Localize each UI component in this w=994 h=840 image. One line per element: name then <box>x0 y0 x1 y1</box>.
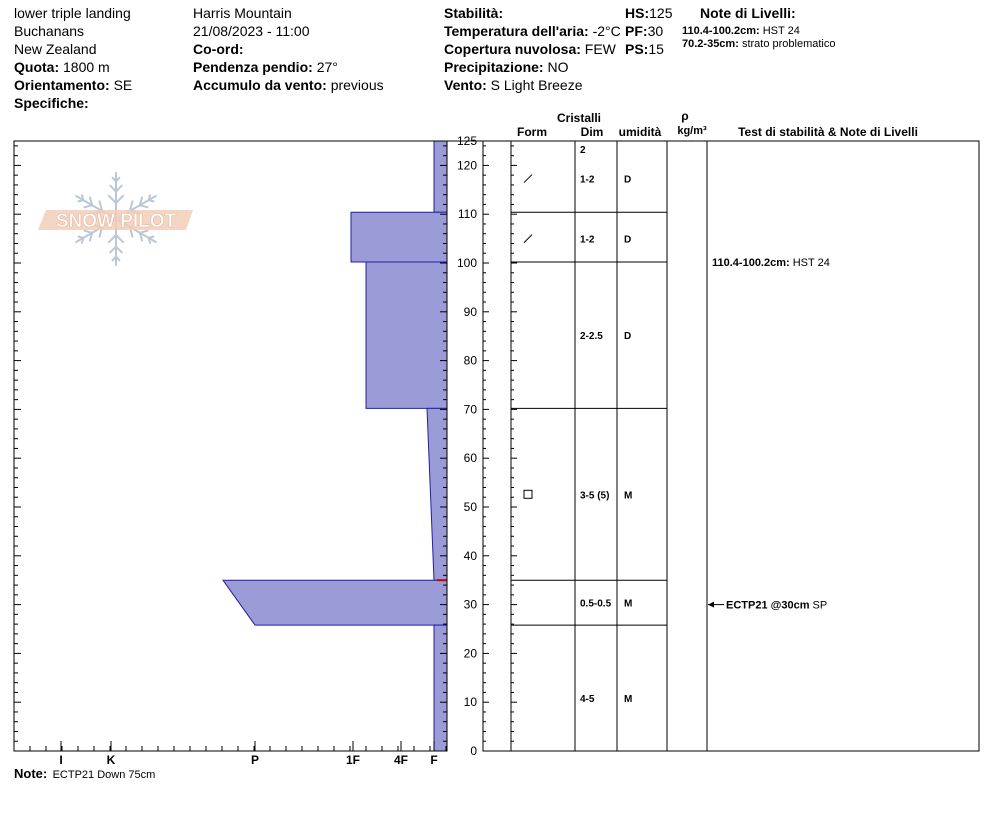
depth-tick-label: 60 <box>463 451 477 466</box>
slope-label: Pendenza pendio: <box>193 59 313 75</box>
note-arrow-head <box>708 602 714 608</box>
layer-table-frame <box>483 141 979 751</box>
layer-dim: 2 <box>580 145 586 156</box>
stability-note-label: 110.4-100.2cm: <box>712 257 793 269</box>
depth-tick-label: 50 <box>463 500 477 514</box>
depth-tick-label: 110 <box>457 207 477 222</box>
precip-label: Precipitazione: <box>444 59 544 75</box>
stability-note-text: HST 24 <box>792 257 830 269</box>
snowflake-branch <box>84 205 92 207</box>
pf-value: 30 <box>647 23 664 39</box>
layer-moisture: D <box>624 234 632 246</box>
stability-label: Stabilità: <box>444 5 504 21</box>
hardness-layer <box>434 141 447 212</box>
form-header: Form <box>517 125 547 139</box>
ps-label: PS: <box>625 41 649 57</box>
density-unit-header: kg/m³ <box>677 125 707 137</box>
snowpilot-logo <box>38 173 193 265</box>
snowflake-branch <box>149 195 150 200</box>
decomposing-grain-icon <box>524 175 532 183</box>
layer-dim: 3-5 (5) <box>580 490 610 502</box>
snowflake-branch <box>79 200 84 201</box>
snowflake-branch <box>109 235 116 242</box>
slope-value: 27° <box>316 59 338 75</box>
area: Buchanans <box>14 23 85 39</box>
country: New Zealand <box>14 41 97 57</box>
depth-tick-label: 120 <box>456 158 477 173</box>
hardness-profile <box>223 141 447 751</box>
location: lower triple landing <box>14 5 131 21</box>
pf-label: PF: <box>625 23 648 39</box>
datetime: 21/08/2023 - 11:00 <box>193 23 310 39</box>
hs-value: 125 <box>649 5 673 21</box>
layer-note-1-text: HST 24 <box>762 25 800 37</box>
hardness-tick-label: 1F <box>345 753 361 767</box>
hardness-tick-label: K <box>106 753 116 767</box>
logo-text: SNOW PILOT <box>55 211 177 232</box>
layer-note-2-text: strato problematico <box>741 38 836 50</box>
layer-moisture: M <box>624 693 633 705</box>
stability-note-text: SP <box>812 599 828 612</box>
layer-notes-title: Note di Livelli: <box>700 5 796 21</box>
wind-value: S Light Breeze <box>490 77 583 93</box>
wind-load-value: previous <box>330 77 384 93</box>
air-temp-label: Temperatura dell'aria: <box>444 23 589 39</box>
hardness-layer <box>366 262 447 408</box>
elevation-label: Quota: <box>14 59 60 75</box>
aspect-value: SE <box>113 77 133 93</box>
layer-moisture: M <box>624 490 633 502</box>
note-text: ECTP21 Down 75cm <box>52 769 156 781</box>
depth-tick-label: 70 <box>463 402 477 417</box>
cloud-value: FEW <box>584 41 616 57</box>
hardness-layer <box>223 580 447 625</box>
layer-dim: 4-5 <box>580 693 595 705</box>
depth-tick-label: 0 <box>470 744 477 758</box>
hardness-layer <box>427 408 447 580</box>
coord-label: Co-ord: <box>193 41 244 57</box>
stability-note <box>712 257 830 269</box>
hardness-tick-label: 4F <box>393 753 409 767</box>
stability-header: Test di stabilità & Note di Livelli <box>738 125 918 139</box>
hardness-tick-label: I <box>59 753 63 767</box>
rho-header: ρ <box>681 109 689 123</box>
layer-dim: 2-2.5 <box>580 331 603 343</box>
depth-tick-label: 100 <box>456 256 477 270</box>
snowflake-branch <box>116 235 123 242</box>
layer-moisture: M <box>624 598 633 610</box>
precip-value: NO <box>547 59 569 75</box>
depth-tick-label: 90 <box>463 304 477 319</box>
faceted-grain-icon <box>524 490 532 498</box>
snowflake-branch <box>82 238 83 243</box>
layer-dim: 1-2 <box>580 234 595 246</box>
dim-header: Dim <box>580 125 604 139</box>
stability-note-label: ECTP21 @30cm <box>726 599 813 612</box>
depth-tick-label: 10 <box>463 695 477 710</box>
moisture-header: umidità <box>618 125 662 139</box>
cloud-label: Copertura nuvolosa: <box>444 41 581 57</box>
depth-tick-label: 80 <box>463 353 477 368</box>
depth-tick-label: 30 <box>463 597 477 612</box>
snowflake-branch <box>140 205 148 207</box>
layer-dim: 0.5-0.5 <box>580 598 612 610</box>
decomposing-grain-icon <box>524 235 532 243</box>
wind-load-label: Accumulo da vento: <box>193 77 327 93</box>
depth-tick-label: 125 <box>456 134 477 148</box>
footer-note <box>14 766 155 783</box>
hardness-tick-label: F <box>430 753 438 767</box>
specifics-label: Specifiche: <box>14 95 89 111</box>
snowflake-branch <box>116 196 123 203</box>
stability-note <box>726 600 827 612</box>
elevation-value: 1800 m <box>63 59 110 75</box>
wind-label: Vento: <box>444 77 487 93</box>
note-label: Note: <box>14 766 48 781</box>
layer-moisture: D <box>624 174 632 186</box>
hs-label: HS: <box>625 5 650 21</box>
depth-tick-label: 20 <box>463 646 477 661</box>
layer-note-1-range: 110.4-100.2cm: <box>682 25 760 37</box>
snowflake-branch <box>109 196 116 203</box>
layer-dim: 1-2 <box>580 174 595 186</box>
aspect-label: Orientamento: <box>14 77 110 93</box>
depth-tick-label: 40 <box>463 548 477 563</box>
layer-note-2-range: 70.2-35cm: <box>682 38 739 50</box>
air-temp-value: -2°C <box>592 23 621 39</box>
hardness-tick-label: P <box>250 753 260 767</box>
ps-value: 15 <box>648 41 664 57</box>
snowflake-branch <box>149 237 154 238</box>
mountain: Harris Mountain <box>193 5 292 21</box>
stability-notes <box>708 257 830 612</box>
layer-moisture: D <box>624 331 632 343</box>
hardness-axis <box>14 741 446 767</box>
layer-table <box>447 141 667 705</box>
chart-frames <box>14 141 979 751</box>
hardness-layer <box>351 212 447 262</box>
crystals-header: Cristalli <box>556 111 602 125</box>
